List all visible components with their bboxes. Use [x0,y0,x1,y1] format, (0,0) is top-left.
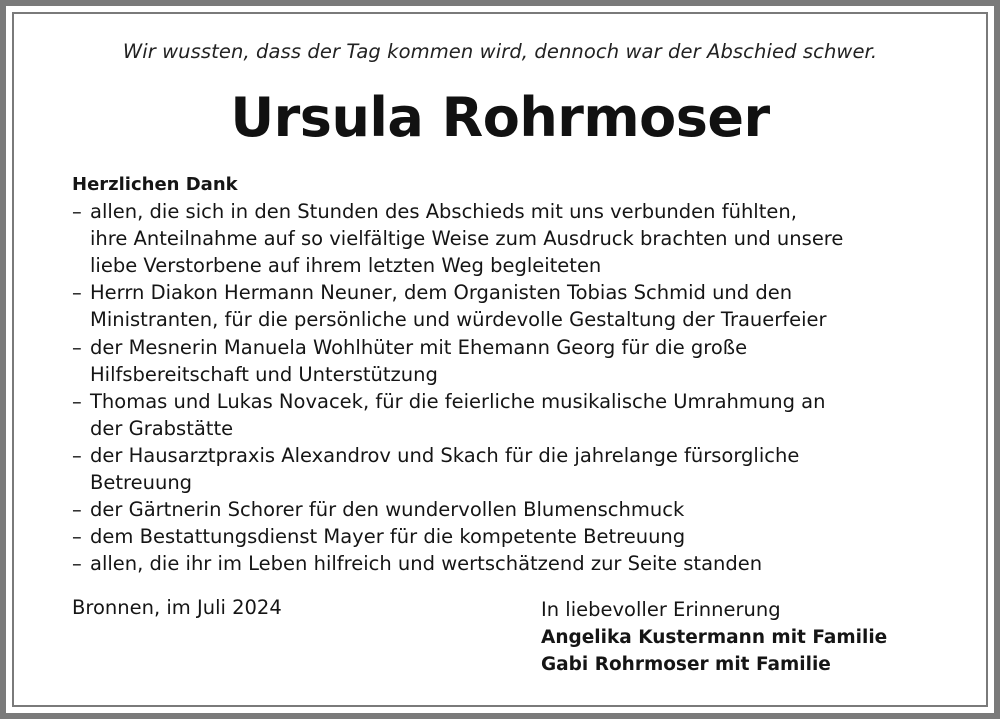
item-dash: – [72,552,82,576]
item-dash: – [72,525,82,549]
thanks-item [72,550,952,577]
thanks-item [72,496,952,523]
place-date: Bronnen, im Juli 2024 [72,596,282,619]
thanks-item-text: Herrn Diakon Hermann Neuner, dem Organisten Tobias Schmid und den Ministranten, für die persönliche und würdevolle Gestaltung der Trauerfeier [90,281,827,332]
thanks-item [72,523,952,550]
thanks-item [72,198,952,279]
thanks-section [72,171,952,577]
thanks-item-text: der Gärtnerin Schorer für den wundervollen Blumenschmuck [90,498,685,522]
thanks-item [72,442,952,496]
signature-intro: In liebevoller Erinnerung [541,598,781,621]
thanks-item-text: der Hausarztpraxis Alexandrov und Skach für die jahrelange fürsorgliche Betreuung [90,443,800,495]
signature-name: Angelika Kustermann mit Familie [541,626,888,648]
item-dash: – [72,281,82,305]
thanks-item [72,279,952,333]
item-dash: – [72,389,82,413]
signature-block [541,596,887,679]
item-dash: – [72,498,82,522]
item-dash: – [72,335,82,359]
thanks-item-text: allen, die sich in den Stunden des Abschieds mit uns verbunden fühlten, ihre Anteilnahme auf so vielfältige Weise zum Ausdruck brachten und unsere liebe Verstorbene auf ihrem letzten Weg begleiteten [90,200,844,278]
item-dash: – [72,443,82,467]
deceased-name: Ursula Rohrmoser [230,86,770,149]
thanks-item-text: der Mesnerin Manuela Wohlhüter mit Ehemann Georg für die große Hilfsbereitschaft und Unterstützung [90,335,748,386]
thanks-item-text: Thomas und Lukas Novacek, für die feierliche musikalische Umrahmung an der Grabstätte [90,389,826,440]
thanks-item [72,388,952,442]
thanks-heading: Herzlichen Dank [72,174,238,195]
motto-quote: Wir wussten, dass der Tag kommen wird, dennoch war der Abschied schwer. [122,40,878,63]
item-dash: – [72,200,82,224]
signature-name: Gabi Rohrmoser mit Familie [541,654,831,675]
thanks-item-text: dem Bestattungsdienst Mayer für die kompetente Betreuung [90,525,686,549]
thanks-item-text: allen, die ihr im Leben hilfreich und wertschätzend zur Seite standen [90,552,763,576]
thanks-item [72,334,952,388]
